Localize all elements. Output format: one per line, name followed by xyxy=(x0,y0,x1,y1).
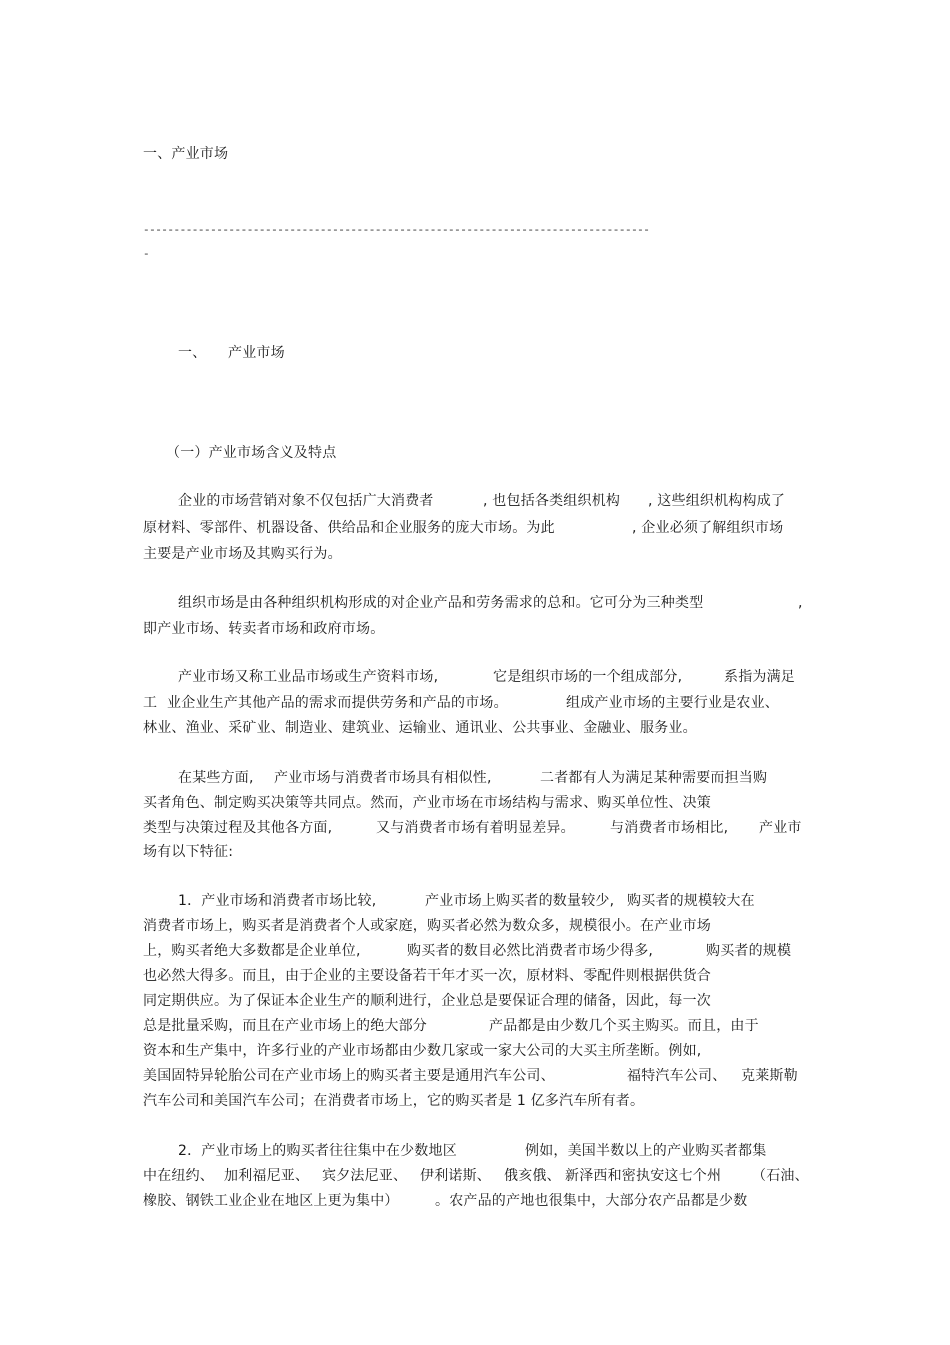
text-line: 买者角色、制定购买决策等共同点。然而，产业市场在市场结构与需求、购买单位性、决策 xyxy=(143,795,711,811)
text-line: 例如，美国半数以上的产业购买者都集 xyxy=(525,1143,767,1159)
text-line: 中在纽约、 xyxy=(143,1168,214,1184)
text-line: 即产业市场、转卖者市场和政府市场。 xyxy=(143,621,385,637)
text-line: 购买者的数目必然比消费者市场少得多, xyxy=(407,943,654,959)
text-line: 业企业生产其他产品的需求而提供劳务和产品的市场。 xyxy=(167,695,508,711)
subsection-heading: （一）产业市场含义及特点 xyxy=(166,445,337,461)
text-line: 消费者市场上，购买者是消费者个人或家庭，购买者必然为数众多，规模很小。在产业市场 xyxy=(143,918,711,934)
text-line: 同定期供应。为了保证本企业生产的顺利进行，企业总是要保证合理的储备，因此，每一次 xyxy=(143,993,711,1009)
text-line: 产业市场又称工业品市场或生产资料市场, xyxy=(178,669,439,685)
text-line: , xyxy=(798,595,803,611)
text-line: 1．产业市场和消费者市场比较, xyxy=(178,893,377,909)
text-line: 林业、渔业、采矿业、制造业、建筑业、运输业、通讯业、公共事业、金融业、服务业。 xyxy=(143,720,697,736)
text-line: 它是组织市场的一个组成部分, xyxy=(493,669,683,685)
separator-line: ----------------------------------------------------------------------------------- xyxy=(143,225,650,237)
text-line: 伊利诺斯、 xyxy=(420,1168,491,1184)
text-line: 又与消费者市场有着明显差异。 xyxy=(376,820,575,836)
text-line: 企业的市场营销对象不仅包括广大消费者 xyxy=(178,493,434,509)
text-line: 宾夕法尼亚、 xyxy=(322,1168,408,1184)
text-line: 新泽西和密执安这七个州 xyxy=(565,1168,722,1184)
text-line: 上，购买者绝大多数都是企业单位, xyxy=(143,943,361,959)
text-line: 在某些方面, xyxy=(178,770,254,786)
text-line: 与消费者市场相比, xyxy=(610,820,729,836)
text-line: 加利福尼亚、 xyxy=(224,1168,310,1184)
text-line: 俄亥俄、 xyxy=(504,1168,561,1184)
text-line: 组成产业市场的主要行业是农业、 xyxy=(566,695,779,711)
text-line: 产业市场上购买者的数量较少, xyxy=(425,893,615,909)
text-line: 产业市场与消费者市场具有相似性, xyxy=(274,770,492,786)
text-line: 美国固特异轮胎公司在产业市场上的购买者主要是通用汽车公司、 xyxy=(143,1068,555,1084)
text-line: 主要是产业市场及其购买行为。 xyxy=(143,546,342,562)
text-line: 购买者的规模较大在 xyxy=(627,893,755,909)
separator-tail: - xyxy=(143,249,150,261)
text-line: 类型与决策过程及其他各方面, xyxy=(143,820,333,836)
text-line: （石油、 xyxy=(752,1168,809,1184)
text-line: 2．产业市场上的购买者往往集中在少数地区 xyxy=(178,1143,457,1159)
text-line: , 企业必须了解组织市场 xyxy=(632,520,784,536)
text-line: , 这些组织机构构成了 xyxy=(648,493,786,509)
text-line: , 也包括各类组织机构 xyxy=(483,493,621,509)
text-line: 资本和生产集中，许多行业的产业市场都由少数几家或一家大公司的大买主所垄断。例如, xyxy=(143,1043,702,1059)
text-line: 克莱斯勒 xyxy=(741,1068,798,1084)
top-title: 一、产业市场 xyxy=(143,146,229,162)
text-line: 汽车公司和美国汽车公司；在消费者市场上，它的购买者是 1 亿多汽车所有者。 xyxy=(143,1093,645,1109)
section-heading-number: 一、 xyxy=(178,345,207,361)
text-line: 福特汽车公司、 xyxy=(627,1068,727,1084)
text-line: 系指为满足 xyxy=(724,669,795,685)
text-line: 场有以下特征: xyxy=(143,844,234,860)
text-line: 工 xyxy=(143,695,158,711)
text-line: 产品都是由少数几个买主购买。而且，由于 xyxy=(489,1018,759,1034)
text-line: 二者都有人为满足某种需要而担当购 xyxy=(540,770,768,786)
text-line: 购买者的规模 xyxy=(706,943,792,959)
section-heading-text: 产业市场 xyxy=(228,345,285,361)
text-line: 原材料、零部件、机器设备、供给品和企业服务的庞大市场。为此 xyxy=(143,520,555,536)
text-line: 产业市 xyxy=(759,820,802,836)
text-line: 橡胶、钢铁工业企业在地区上更为集中） xyxy=(143,1193,399,1209)
text-line: 。农产品的产地也很集中，大部分农产品都是少数 xyxy=(435,1193,748,1209)
text-line: 总是批量采购，而且在产业市场上的绝大部分 xyxy=(143,1018,427,1034)
text-line: 也必然大得多。而且，由于企业的主要设备若干年才买一次，原材料、零配件则根据供货合 xyxy=(143,968,711,984)
text-line: 组织市场是由各种组织机构形成的对企业产品和劳务需求的总和。它可分为三种类型 xyxy=(178,595,704,611)
